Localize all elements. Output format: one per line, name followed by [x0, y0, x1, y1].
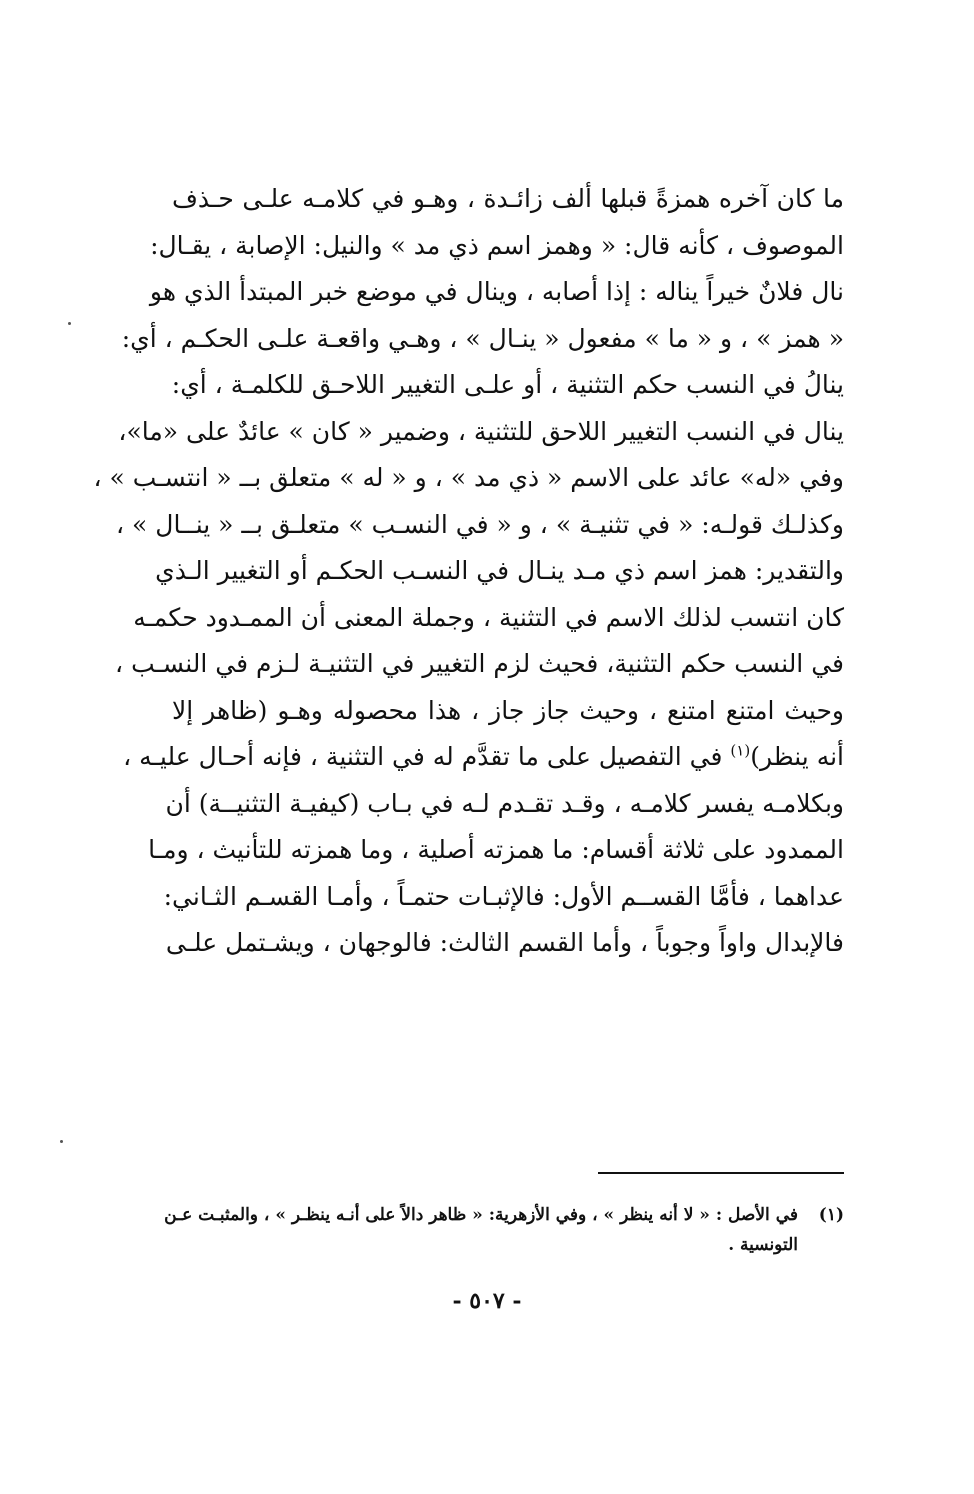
text-line-11: في النسب حكم التثنية، فحيث لزم التغيير في التثنيـة لـزم في النسـب ،: [115, 649, 844, 678]
text-line-3: نال فلانٌ خيراً يناله : إذا أصابه ، وينال في موضع خبر المبتدأ الذي هو: [149, 277, 844, 306]
text-line-9: والتقدير: همز اسم ذي مـد ينـال في النسـب الحكـم أو التغيير الـذي: [155, 556, 844, 585]
body-text: [93, 176, 844, 967]
text-line-5: ينالُ في النسب حكم التثنية ، أو علـى التغيير اللاحـق للكلمـة ، أي:: [171, 370, 844, 399]
footnote-number: (١): [818, 1205, 844, 1225]
footnote-separator: [598, 1172, 844, 1174]
text-line-1: ما كان آخره همزةً قبلها ألف زائـدة ، وهـو في كلامـه علـى حـذف: [172, 184, 844, 213]
footnote-line-2: التونسية .: [728, 1235, 798, 1255]
footnote: [164, 1200, 844, 1260]
text-line-13-rest: في التفصيل على ما تقدَّم له في التثنية ، فإنه أحـال عليـه ،: [123, 742, 723, 771]
text-line-12: وحيث امتنع امتنع ، وحيث جاز جاز ، هذا محصوله وهـو (ظاهر إلا: [172, 695, 844, 725]
text-line-2: الموصوف ، كأنه قال: « وهمز اسم ذي مد » والنيل: الإصابة ، يقـال:: [150, 230, 844, 260]
scan-speck: [60, 1140, 63, 1143]
text-line-7: وفي «له» عائد على الاسم « ذي مد » ، و « له » متعلق بــ « انتسـب » ،: [93, 463, 844, 492]
page-number: - ٥٠٧ -: [452, 1288, 522, 1314]
text-line-10: كان انتسب لذلك الاسم في التثنية ، وجملة المعنى أن الممـدود حكمـه: [133, 602, 844, 632]
text-line-13: [123, 734, 844, 781]
text-line-14: وبكلامـه يفسر كلامـه ، وقـد تقـدم لـه في بـاب (كيفيـة التثنيــة) أن: [165, 788, 844, 818]
footnote-reference[interactable]: (١): [730, 741, 751, 760]
text-line-4: « همز » ، و « ما » مفعول « ينـال » ، وهـي واقعـة علـى الحكـم ، أي:: [121, 323, 844, 353]
text-line-15: الممدود على ثلاثة أقسام: ما همزته أصلية ، وما همزته للتأنيث ، ومـا: [148, 835, 844, 864]
text-line-6: ينال في النسب التغيير اللاحق للتثنية ، وضمير « كان » عائدٌ على «ما»،: [118, 416, 844, 446]
text-line-13-prefix: أنه ينظر): [750, 742, 844, 771]
text-line-17: فالإبدال واواً وجوباً ، وأما القسم الثالث: فالوجهان ، ويشـتمل علـى: [165, 928, 844, 957]
text-line-8: وكذلـك قولـه: « في تثنيـة » ، و « في النسـب » متعلـق بــ « ينــال » ،: [116, 509, 844, 539]
scan-speck: [68, 322, 71, 325]
text-line-16: عداهما ، فأمَّا القســم الأول: فالإثبـات حتمـاً ، وأمـا القسـم الثـاني:: [163, 881, 844, 911]
footnote-line-1: في الأصل : « لا أنه ينظر » ، وفي الأزهرية: « ظاهر دالاً على أنـه ينظـر » ، والمثبـت عـن: [164, 1205, 798, 1225]
